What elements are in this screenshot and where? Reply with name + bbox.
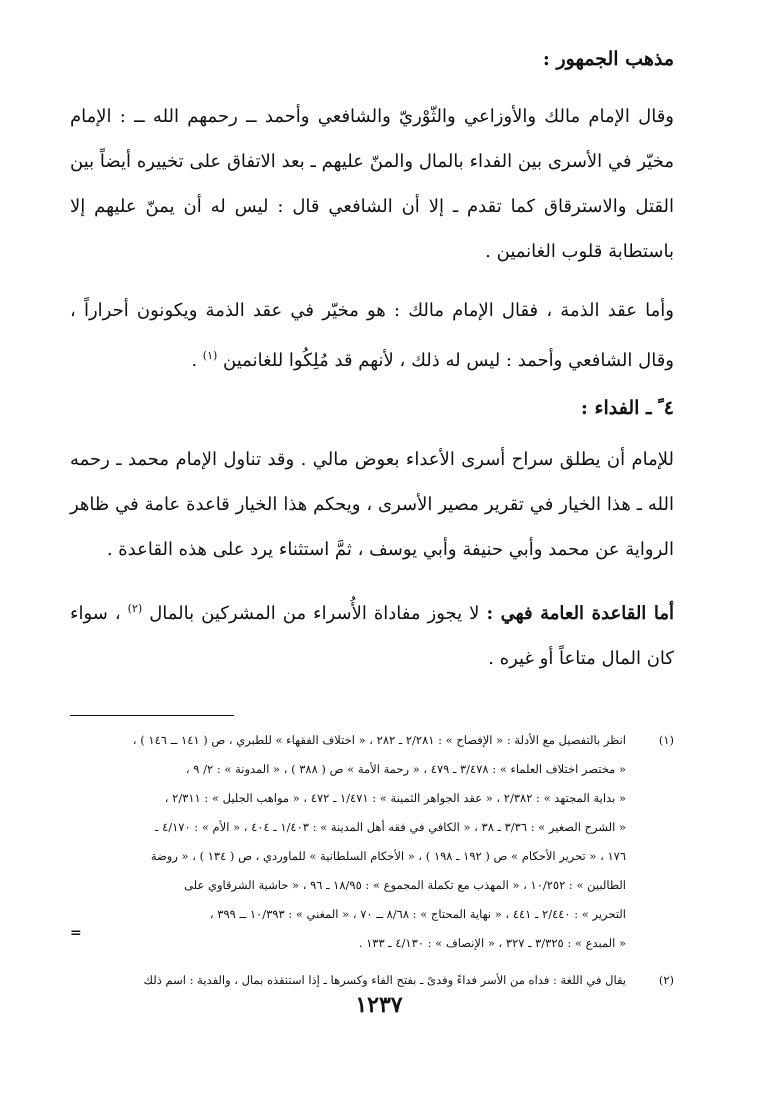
footnote-1-line: التحرير » : ٢/٤٤٠ ـ ٤٤١ ، « نهاية المحتاج » : ٨/٦٨ ــ ٧٠ ، « المغني » : ١٠/٣٩٣ ــ ٣٩٩ ، (209, 907, 626, 921)
subheading-ransom: ٤ ً ـ الفداء : (580, 397, 674, 419)
footnote-divider (70, 715, 234, 716)
paragraph-dhimma-text: وأما عقد الذمة ، فقال الإمام مالك : هو مخيّر في عقد الذمة ويكونون أحراراً ، وقال الشافعي وأحمد : ليس له ذلك ، لأنهم قد مُلِكُوا للغانمين (70, 300, 674, 371)
footnote-2 (70, 966, 674, 995)
footnote-1-line: ١٧٦ ، « تحرير الأحكام » ص ( ١٩٢ ـ ١٩٨ ) ، « الأحكام السلطانية » للماوردي ، ص ( ١٣٤ ) ، « روضة (150, 849, 626, 863)
section-heading: مذهب الجمهور : (542, 48, 674, 70)
footnote-1-line: « بداية المجتهد » : ٢/٣٨٢ ، « عقد الجواهر الثمينة » : ١/٤٧١ ـ ٤٧٢ ، « مواهب الجليل » : ٢/٣١١ ، (164, 791, 626, 805)
footnote-1 (70, 726, 674, 958)
footnote-1-number: (١) (658, 733, 674, 747)
footnote-ref-2: (٢) (127, 602, 143, 615)
general-rule-text: لا يجوز مفاداة الأُسراء من المشركين بالمال (149, 603, 487, 624)
footnote-1-line: « المبدع » : ٣/٣٢٥ ـ ٣٢٧ ، « الإنصاف » : ٤/١٣٠ ـ ١٣٣ . (358, 936, 626, 950)
paragraph-general-rule (70, 586, 674, 681)
footnote-1-line: الطالبين » : ١٠/٢٥٢ ، « المهذب مع تكملة المجموع » : ١٨/٩٥ ـ ٩٦ ، « حاشية الشرقاوي على (184, 878, 626, 892)
footnote-1-line: انظر بالتفصيل مع الأدلة : « الإفصاح » : ٢/٢٨١ ـ ٢٨٢ ، « اختلاف الفقهاء » للطبري ، ص ( ١٤١ ــ ١٤٦ ) ، (132, 733, 626, 747)
footnote-1-line: « مختصر اختلاف العلماء » : ٣/٤٧٨ ـ ٤٧٩ ، « رحمة الأمة » ص ( ٣٨٨ ) ، « المدونة » : ٢/ ٩ ، (185, 762, 626, 776)
footnote-1-line: « الشرح الصغير » : ٣/٣٦ ـ ٣٨ ، « الكافي في فقه أهل المدينة » : ١/٤٠٣ ـ ٤٠٤ ، « الأم » : ٤/١٧٠ ـ (155, 820, 626, 834)
footnote-1-body (70, 726, 626, 958)
paragraph-ransom: للإمام أن يطلق سراح أسرى الأعداء بعوض مالي . وقد تناول الإمام محمد ـ رحمه الله ـ هذا الخيار في تقرير مصير الأسرى ، ويحكم هذا الخيار قاعدة عامة في ظاهر الرواية عن محمد وأبي حنيفة وأبي يوسف ، ثمَّ استثناء يرد على هذه القاعدة . (70, 449, 674, 560)
paragraph-dhimma-contract (70, 288, 674, 383)
footnote-2-number: (٢) (658, 973, 674, 987)
page-number: ١٢٣٧ (355, 992, 403, 1018)
general-rule-lead: أما القاعدة العامة فهي : (486, 603, 674, 624)
paragraph-dhimma-end: . (191, 350, 203, 371)
continuation-mark: = (70, 925, 82, 941)
general-rule-end: ، سواء كان المال متاعاً أو غيره . (70, 603, 674, 669)
footnote-2-body (70, 966, 626, 995)
paragraph-majority-view: وقال الإمام مالك والأوزاعي والثّوْريّ والشافعي وأحمد ــ رحمهم الله ــ : الإمام مخيّر في الأسرى بين الفداء بالمال والمنّ عليهم ـ بعد الاتفاق على تخييره أيضاً بين القتل والاسترقاق كما تقدم ـ إلا أن الشافعي قال : ليس له أن يمنّ عليهم إلا باستطابة قلوب الغانمين . (70, 106, 674, 262)
footnote-ref-1: (١) (202, 349, 218, 362)
footnote-2-line: يقال في اللغة : فداه من الأسر فداءً وفدىً ـ بفتح الفاء وكسرها ـ إذا استنقذه بمال ، والفدية : اسم ذلك (143, 973, 626, 987)
